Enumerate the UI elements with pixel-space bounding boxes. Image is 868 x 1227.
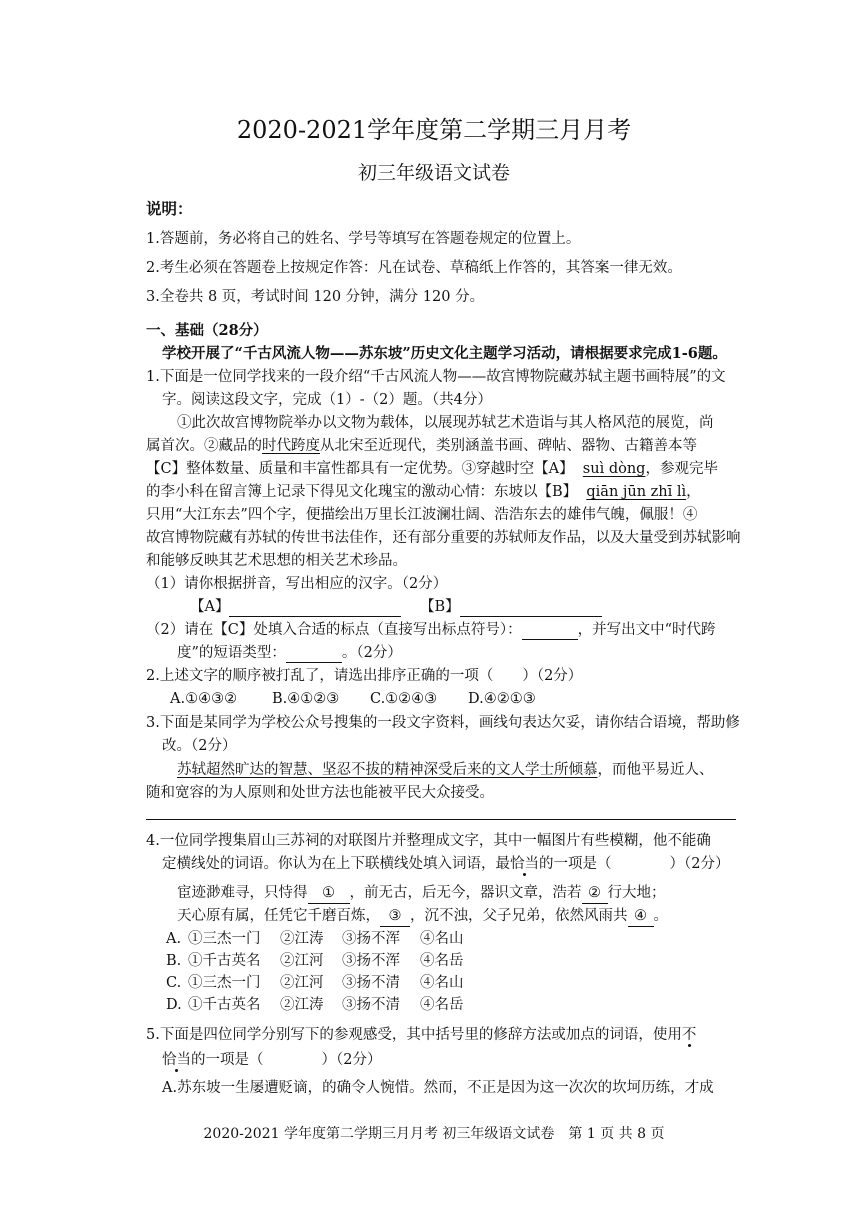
- question-1-stem: 字。阅读这段文字，完成（1）-（2）题。（共4分）: [162, 392, 492, 408]
- question-5-stem: 恰当的一项是（ ）（2分）: [162, 1052, 382, 1068]
- instruction-item: 2.考生必须在答题卷上按规定作答：凡在试卷、草稿纸上作答的，其答案一律无效。: [146, 260, 682, 276]
- passage-line: 只用“大江东去”四个字，便描绘出万里长江波澜壮阔、浩浩东去的雄伟气魄，佩服！④: [146, 507, 698, 523]
- sub-question-1: （1）请你根据拼音，写出相应的汉字。（2分）: [146, 576, 448, 592]
- passage-line: 和能够反映其艺术思想的相关艺术珍品。: [146, 553, 407, 569]
- emphasis-dots: 恰当: [162, 1052, 191, 1068]
- q5-option-a[interactable]: A.苏东坡一生屡遭贬谪，的确令人惋惜。然而，不正是因为这一次次的坎坷历练，才成: [162, 1080, 714, 1096]
- underlined-phrase: 时代跨度: [262, 438, 320, 454]
- page-footer: 2020-2021 学年度第二学期三月月考 初三年级语文试卷 第 1 页 共 8 页: [203, 1126, 665, 1142]
- question-4-stem: 4.一位同学搜集眉山三苏祠的对联图片并整理成文字，其中一幅图片有些模糊，他不能确: [146, 833, 711, 849]
- q2-option[interactable]: A.①④③②: [170, 691, 238, 707]
- emphasis-dots: 不: [681, 1027, 697, 1043]
- instructions-heading: 说明：: [146, 199, 193, 218]
- exam-subtitle: 初三年级语文试卷: [357, 162, 510, 184]
- answer-line[interactable]: [146, 819, 736, 820]
- sub-question-2: （2）请在【C】处填入合适的标点（直接写出标点符号）： ，并写出文中“时代跨: [146, 622, 716, 638]
- passage-line: 故宫博物院藏有苏轼的传世书法佳作，还有部分重要的苏轼师友作品，以及大量受到苏轼影响: [146, 530, 741, 546]
- answer-blank-phrase-type[interactable]: [286, 646, 342, 663]
- q2-option[interactable]: D.④②①③: [468, 691, 536, 707]
- q2-option[interactable]: C.①②④③: [370, 691, 438, 707]
- answer-blank-punctuation[interactable]: [522, 623, 578, 640]
- exam-title: 2020-2021学年度第二学期三月月考: [236, 116, 632, 144]
- pinyin-a: suì dòng: [582, 461, 646, 477]
- exam-page: 2020-2021学年度第二学期三月月考 初三年级语文试卷 说明： 1.答题前，务必将自己的姓名、学号等填写在答题卷规定的位置上。 2.考生必须在答题卷上按规定作答：凡在试卷、草稿纸上作答的，其答案一律无效。 3.全卷共 8 页，考试时间 120 分钟，满分 120 分。 一、基础（28分） 学校开展了“千古风流人物——苏东坡”历史文化主题学习活动，请根据要求完成1-6题。 1.下面是一位同学找来的一段介绍“千古风流人物——故宫博物院藏苏轼主题书画特展”的文 字。阅读这段文字，完成（1）-（2）题。（共4分） ①此次故宫博物院举办以文物为载体，以展现苏轼艺术造诣与其人格风范的展览，尚 属首次。②藏品的时代跨度从北宋至近现代，类别涵盖书画、碑帖、器物、古籍善本等 【C】整体数量、质量和丰富性都具有一定优势。③穿越时空【A】 suì dòng，参观完毕 的李小科在留言簿上记录下得见文化瑰宝的激动心情：东坡以【B】 qiān jūn zhī lì， 只用“大江东去”四个字，便描绘出万里长江波澜壮阔、浩浩东去的雄伟气魄，佩服！④ 故宫博物院藏有苏轼的传世书法佳作，还有部分重要的苏轼师友作品，以及大量受到苏轼影响 和能够反映其艺术思想的相关艺术珍品。 （1）请你根据拼音，写出相应的汉字。（2分） 【A】 【B】 （2）请在【C】处填入合适的标点（直接写出标点符号）： ，并写出文中“时代跨 度”的短语类型： 。（2分） 2.上述文字的顺序被打乱了，请选出排序正确的一项（ ）（2分） A.①④③② B.④①②③ C.①②④③ D.④②①③ 3.下面是某同学为学校公众号搜集的一段文字资料，画线句表达欠妥，请你结合语境，帮助修 改。（2分） 苏轼超然旷达的智慧、坚忍不拔的精神深受后来的文人学士所倾慕，而他平易近人、 随和宽容的为人原则和处世方法也能被平民大众接受。 4.一位同学搜集眉山三苏祠的对联图片并整理成文字，其中一幅图片有些模糊，他不能确 定横线处的词语。你认为在上下联横线处填入词语，最恰当的一项是（ ）（2分） 宦迹渺难寻，只恃得 ① ，前无古，后无今，器识文章，浩若 ② 行大地； 天心原有属，任凭它千磨百炼， ③ ，沉不浊，父子兄弟，依然风雨共 ④ 。 A. ①三杰一门 ②江涛 ③扬不浑 ④名山 B. ①千古英名 ②江河 ③扬不浑 ④名岳 C. ①三杰一门 ②江河 ③扬不清 ④名山 D. ①千古英名 ②江涛 ③扬不清 ④名岳 5.下面是四位同学分别写下的参观感受，其中括号里的修辞方法或加点的词语，使用不 恰当的一项是（ ）（2分） A.苏东坡一生屡遭贬谪，的确令人惋惜。然而，不正是因为这一次次的坎坷历练，才成 2020-2021 学年度第二学期三月月考 初三年级语文试卷 第 1 页 共 8 页: [0, 0, 868, 1227]
- answer-blank-b[interactable]: 【B】: [420, 597, 602, 617]
- section-intro: 学校开展了“千古风流人物——苏东坡”历史文化主题学习活动，请根据要求完成1-6题。: [162, 345, 727, 362]
- instruction-item: 1.答题前，务必将自己的姓名、学号等填写在答题卷规定的位置上。: [146, 231, 581, 247]
- section-heading: 一、基础（28分）: [146, 322, 268, 339]
- q3-passage: 随和宽容的为人原则和处世方法也能被平民大众接受。: [146, 785, 494, 801]
- couplet-line-2: 天心原有属，任凭它千磨百炼， ③ ，沉不浊，父子兄弟，依然风雨共 ④ 。: [177, 906, 668, 927]
- passage-line: ①此次故宫博物院举办以文物为载体，以展现苏轼艺术造诣与其人格风范的展览，尚: [177, 415, 714, 431]
- question-3-stem: 3.下面是某同学为学校公众号搜集的一段文字资料，画线句表达欠妥，请你结合语境，帮助修: [146, 715, 740, 731]
- question-1-stem: 1.下面是一位同学找来的一段介绍“千古风流人物——故宫博物院藏苏轼主题书画特展”的文: [146, 369, 726, 385]
- passage-line: 的李小科在留言簿上记录下得见文化瑰宝的激动心情：东坡以【B】 qiān jūn zhī lì，: [146, 484, 701, 500]
- q3-passage: 苏轼超然旷达的智慧、坚忍不拔的精神深受后来的文人学士所倾慕，而他平易近人、: [177, 762, 714, 778]
- couplet-line-1: 宦迹渺难寻，只恃得 ① ，前无古，后无今，器识文章，浩若 ② 行大地；: [177, 883, 666, 904]
- q2-option[interactable]: B.④①②③: [272, 691, 340, 707]
- underlined-sentence: 苏轼超然旷达的智慧、坚忍不拔的精神深受后来的文人学士所倾慕: [177, 762, 598, 778]
- instruction-item: 3.全卷共 8 页，考试时间 120 分钟，满分 120 分。: [146, 289, 485, 305]
- question-3-stem: 改。（2分）: [162, 738, 237, 754]
- passage-line: 属首次。②藏品的时代跨度从北宋至近现代，类别涵盖书画、碑帖、器物、古籍善本等: [146, 438, 697, 454]
- answer-blank-a[interactable]: 【A】: [190, 597, 401, 617]
- pinyin-b: qiān jūn zhī lì: [586, 484, 687, 500]
- question-5-stem: 5.下面是四位同学分别写下的参观感受，其中括号里的修辞方法或加点的词语，使用不: [146, 1027, 697, 1043]
- question-2-stem: 2.上述文字的顺序被打乱了，请选出排序正确的一项（ ）（2分）: [146, 668, 583, 684]
- emphasis-dots: 恰当: [510, 856, 539, 872]
- sub-question-2: 度”的短语类型： 。（2分）: [177, 645, 402, 661]
- passage-line: 【C】整体数量、质量和丰富性都具有一定优势。③穿越时空【A】 suì dòng，参观完毕: [146, 461, 718, 477]
- question-4-stem: 定横线处的词语。你认为在上下联横线处填入词语，最恰当的一项是（ ）（2分）: [162, 856, 730, 872]
